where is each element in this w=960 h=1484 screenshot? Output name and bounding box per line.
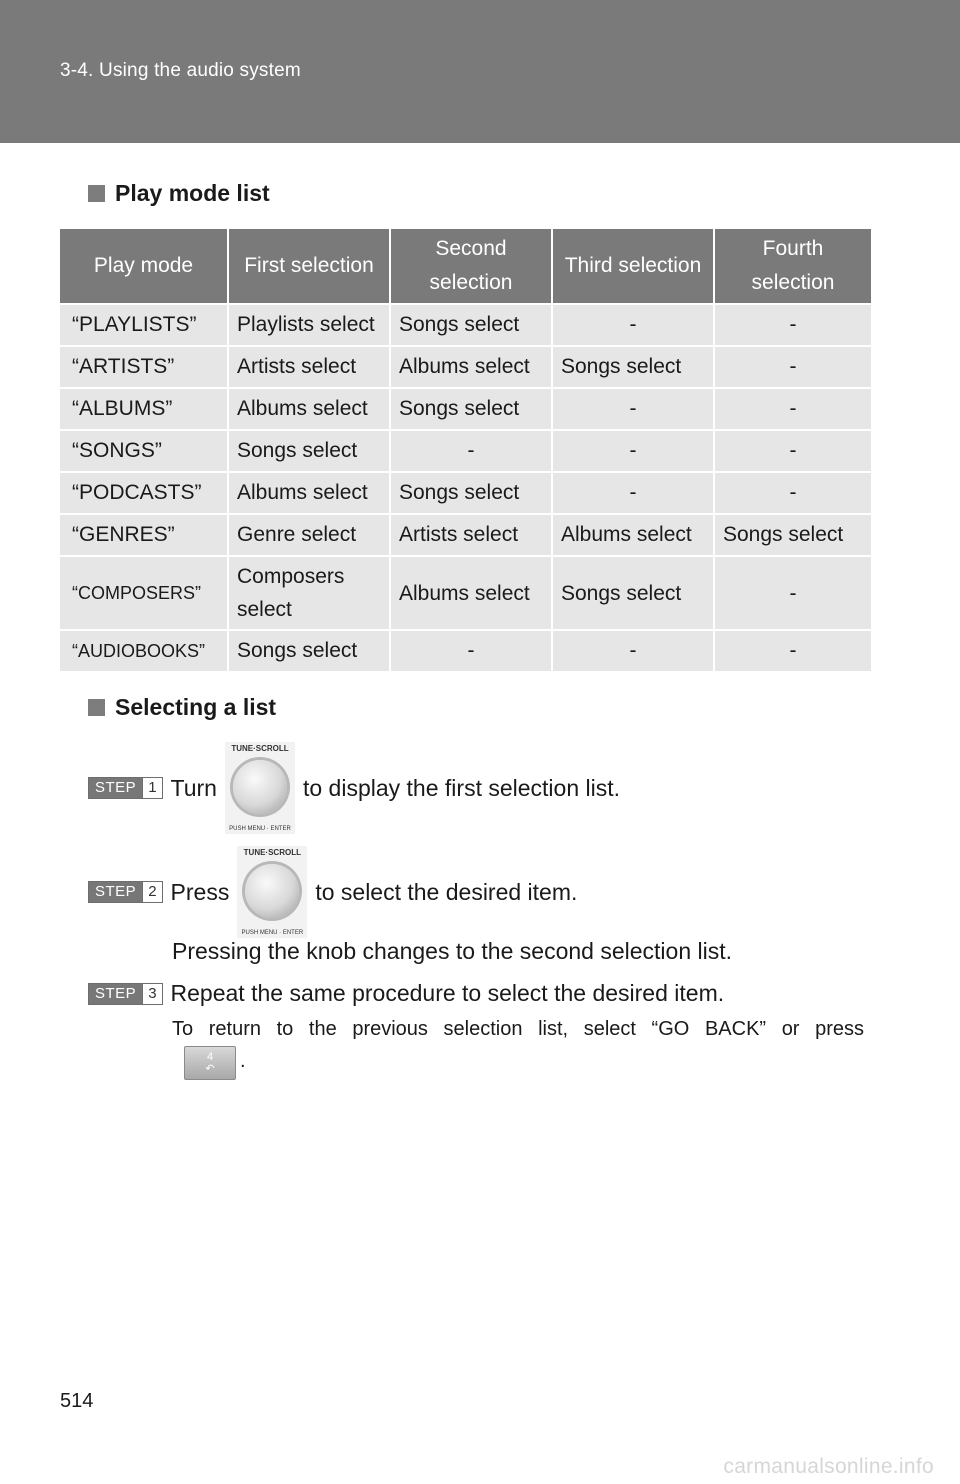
table-cell: Songs select	[390, 472, 552, 514]
step-text-before: Turn	[170, 774, 217, 801]
table-row	[60, 346, 871, 388]
table-cell: “COMPOSERS”	[60, 556, 228, 630]
table-cell: “PODCASTS”	[60, 472, 228, 514]
step-1	[88, 742, 620, 834]
table-cell: Songs select	[714, 514, 871, 556]
step-3-note: To return to the previous selection list, select “GO BACK” or press	[172, 1018, 864, 1040]
table-cell: -	[714, 472, 871, 514]
table-cell: -	[714, 556, 871, 630]
table-cell: Albums select	[228, 472, 390, 514]
step-text: Repeat the same procedure to select the desired item.	[170, 980, 725, 1006]
table-cell: Artists select	[390, 514, 552, 556]
tune-scroll-knob-icon	[225, 742, 295, 834]
table-cell: -	[714, 346, 871, 388]
table-row	[60, 388, 871, 430]
step-3	[88, 980, 724, 1007]
step-2-note: Pressing the knob changes to the second selection list.	[172, 938, 733, 964]
column-header: Fourth selection	[714, 229, 871, 304]
table-cell: -	[390, 630, 552, 671]
table-cell: Songs select	[228, 630, 390, 671]
watermark: carmanualsonline.info	[723, 1455, 934, 1478]
table-cell: -	[714, 304, 871, 346]
table-cell: Songs select	[228, 430, 390, 472]
step-badge-label: STEP	[89, 984, 142, 1004]
header-band	[0, 0, 960, 143]
page-number: 514	[60, 1390, 94, 1412]
table-cell: Albums select	[228, 388, 390, 430]
play-mode-heading-text: Play mode list	[115, 180, 270, 206]
table-row	[60, 472, 871, 514]
table-cell: Albums select	[390, 556, 552, 630]
table-row	[60, 514, 871, 556]
selecting-list-heading-text: Selecting a list	[115, 694, 277, 720]
step-badge-number: 1	[142, 778, 161, 798]
section-title: 3-4. Using the audio system	[60, 60, 301, 81]
table-cell: Playlists select	[228, 304, 390, 346]
table-cell: -	[552, 388, 714, 430]
knob-dial-icon	[233, 760, 287, 814]
table-cell: “GENRES”	[60, 514, 228, 556]
table-cell: “ALBUMS”	[60, 388, 228, 430]
table-cell: Songs select	[552, 556, 714, 630]
sentence-period: .	[240, 1050, 246, 1072]
table-cell: “SONGS”	[60, 430, 228, 472]
column-header: First selection	[228, 229, 390, 304]
back-button-icon	[184, 1046, 236, 1080]
step-badge	[88, 983, 163, 1005]
step-text-after: to display the first selection list.	[302, 774, 621, 801]
step-text-before: Press	[170, 878, 230, 905]
table-cell: -	[552, 472, 714, 514]
table-cell: -	[552, 430, 714, 472]
play-mode-heading	[88, 180, 270, 207]
table-cell: Albums select	[552, 514, 714, 556]
play-mode-table	[60, 229, 871, 671]
step-badge-label: STEP	[89, 778, 142, 798]
step-badge	[88, 777, 163, 799]
table-cell: Genre select	[228, 514, 390, 556]
table-cell: “ARTISTS”	[60, 346, 228, 388]
knob-top-label: TUNE·SCROLL	[231, 744, 289, 753]
table-row	[60, 304, 871, 346]
step-badge-number: 2	[142, 882, 161, 902]
table-cell: Songs select	[390, 388, 552, 430]
step-badge-label: STEP	[89, 882, 142, 902]
table-header-row	[60, 229, 871, 304]
column-header: Third selection	[552, 229, 714, 304]
table-cell: Songs select	[552, 346, 714, 388]
knob-top-label: TUNE·SCROLL	[243, 848, 301, 857]
table-row	[60, 630, 871, 671]
selecting-list-heading	[88, 694, 276, 721]
step-2	[88, 846, 577, 938]
table-cell: “PLAYLISTS”	[60, 304, 228, 346]
square-bullet-icon	[88, 185, 105, 202]
table-cell: Artists select	[228, 346, 390, 388]
table-cell: “AUDIOBOOKS”	[60, 630, 228, 671]
knob-bottom-label: PUSH MENU · ENTER	[241, 930, 304, 936]
step-badge-number: 3	[142, 984, 161, 1004]
table-cell: -	[390, 430, 552, 472]
square-bullet-icon	[88, 699, 105, 716]
table-cell: -	[552, 304, 714, 346]
step-text-after: to select the desired item.	[315, 878, 578, 905]
back-arrow-icon: ↶	[205, 1063, 215, 1075]
back-button-number: 4	[206, 1051, 214, 1063]
step-badge	[88, 881, 163, 903]
table-row	[60, 430, 871, 472]
table-cell: -	[714, 630, 871, 671]
table-cell: Songs select	[390, 304, 552, 346]
tune-scroll-knob-icon	[237, 846, 307, 938]
table-cell: Composers select	[228, 556, 390, 630]
table-cell: -	[714, 388, 871, 430]
column-header: Play mode	[60, 229, 228, 304]
column-header: Second selection	[390, 229, 552, 304]
table-cell: -	[714, 430, 871, 472]
knob-dial-icon	[245, 864, 299, 918]
knob-bottom-label: PUSH MENU · ENTER	[229, 826, 291, 832]
table-cell: -	[552, 630, 714, 671]
table-row	[60, 556, 871, 630]
table-cell: Albums select	[390, 346, 552, 388]
